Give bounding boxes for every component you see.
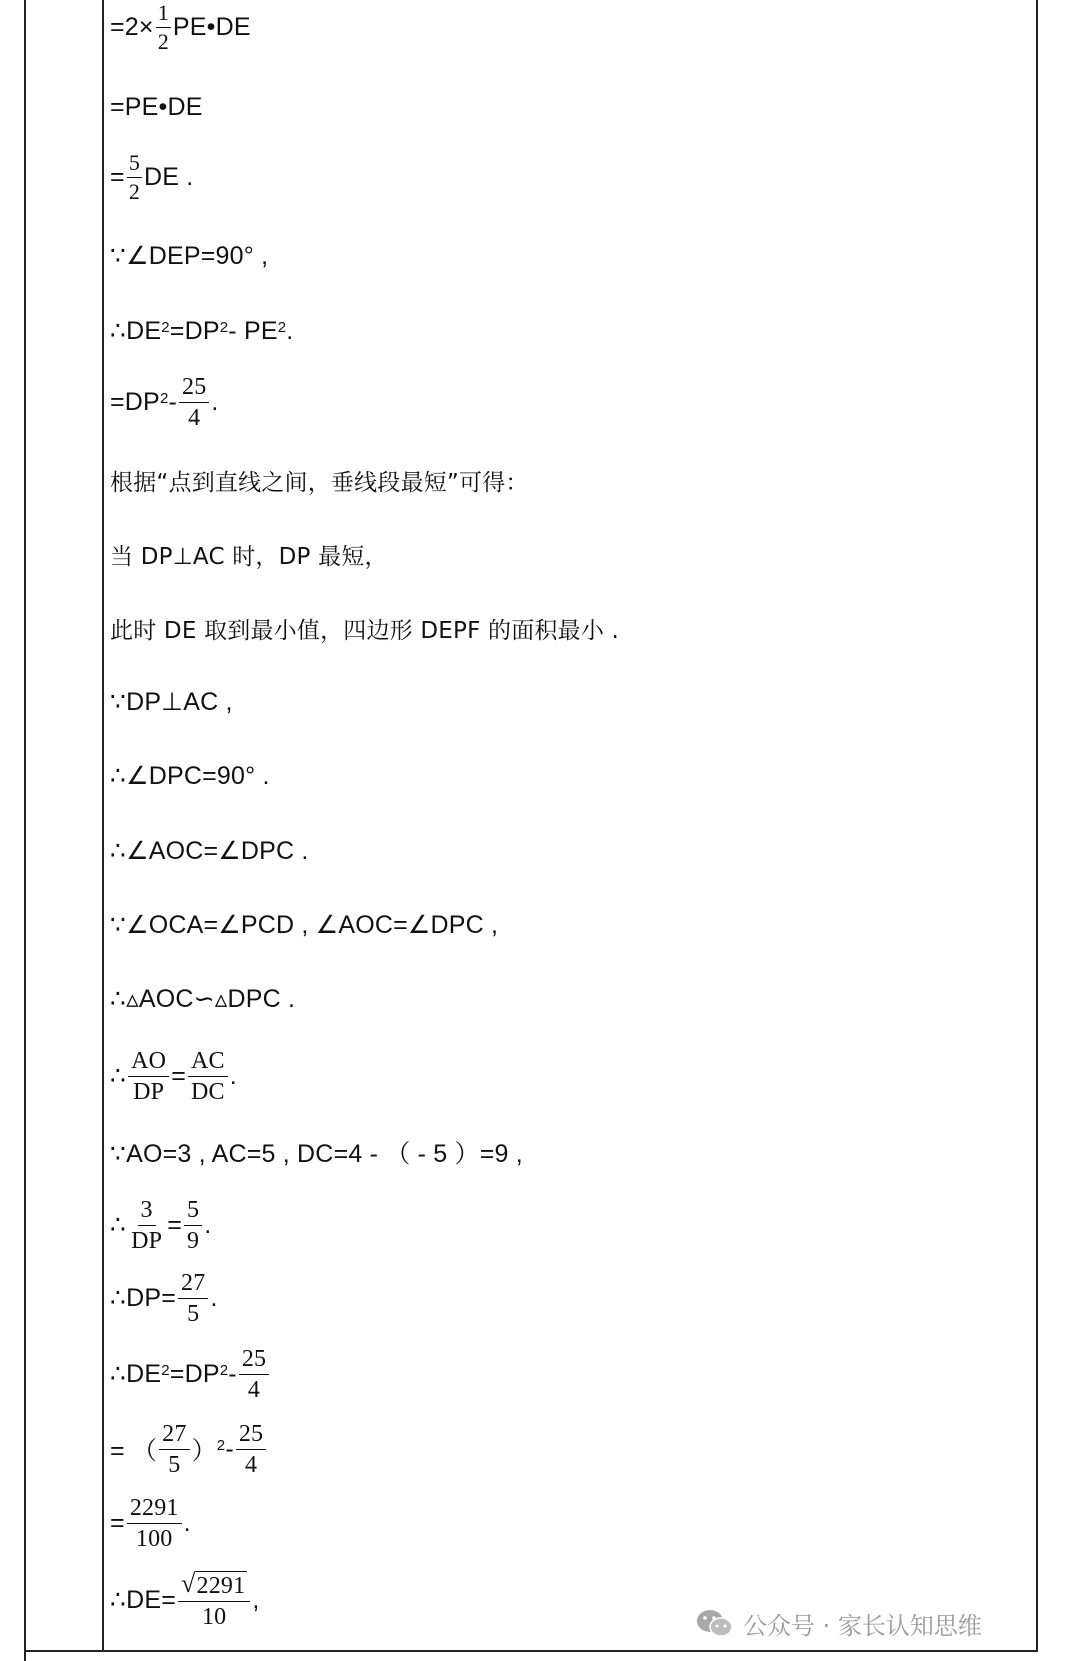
solution-line: ∴DP= $\frac{27}{5}$ .: [110, 1269, 218, 1327]
fraction: $\frac{25}{4}$: [179, 375, 209, 430]
solution-line: ∴DE= √ 2291 10 ,: [110, 1569, 260, 1630]
solution-line: ∴ $\frac{AO}{DP}$ = $\frac{AC}{DC}$ .: [110, 1047, 237, 1105]
solution-line: =DP $^2$ - $\frac{25}{4}$ .: [110, 373, 219, 431]
fraction: $\frac{5}{2}$: [128, 149, 141, 204]
solution-line: = $\frac{2291}{100}$ .: [110, 1494, 191, 1552]
fraction: $\frac{2291}{100}$: [127, 1496, 182, 1551]
solution-line: = （ $\frac{27}{5}$ ） $^2$ - $\frac{25}{4}$: [110, 1419, 268, 1479]
solution-line: =PE•DE: [110, 92, 203, 121]
fraction: $\frac{AO}{DP}$: [128, 1049, 169, 1104]
solution-line: ∵AO=3 , AC=5 , DC=4 - （ - 5 ）=9 ,: [110, 1140, 523, 1168]
fraction: $\frac{AC}{DC}$: [188, 1049, 228, 1104]
watermark: [695, 1606, 982, 1641]
solution-line: ∵∠OCA=∠PCD , ∠AOC=∠DPC ,: [110, 911, 499, 939]
fraction: $\frac{25}{4}$: [236, 1422, 266, 1477]
fraction: $\frac{25}{4}$: [239, 1347, 269, 1402]
watermark-text: 公众号 · 家长认知思维: [743, 1612, 982, 1640]
fraction: $\frac{27}{5}$: [178, 1271, 208, 1326]
solution-line: =2× $\frac{1}{2}$ PE•DE: [110, 0, 251, 54]
bottom-border: [24, 1650, 1038, 1652]
solution-line: ∴DE $^2$ =DP $^2$ - PE $^2$ .: [110, 316, 294, 345]
fraction: $\frac{27}{5}$: [159, 1422, 189, 1477]
square-root: √ 2291: [181, 1569, 246, 1599]
fraction: √ 2291 10: [178, 1571, 250, 1629]
solution-line: = $\frac{5}{2}$ DE .: [110, 149, 194, 204]
solution-line: ∵∠DEP=90° ,: [110, 242, 269, 270]
solution-line: ∴∠DPC=90° .: [110, 762, 270, 790]
solution-line: ∵DP⊥AC ,: [110, 688, 233, 716]
wechat-icon: [695, 1607, 735, 1641]
fraction: $\frac{1}{2}$: [157, 0, 169, 54]
solution-line: ∴ $\frac{3}{DP}$ = $\frac{5}{9}$ .: [110, 1196, 212, 1254]
fraction: $\frac{3}{DP}$: [131, 1196, 163, 1254]
left-outer-border: [24, 0, 26, 1661]
right-border: [1036, 0, 1038, 1652]
fraction: $\frac{5}{9}$: [184, 1198, 202, 1253]
solution-line: ∴∠AOC=∠DPC .: [110, 837, 309, 865]
solution-line: 此时 DE 取到最小值，四边形 DEPF 的面积最小 .: [110, 617, 620, 644]
solution-line: 根据“点到直线之间，垂线段最短”可得：: [110, 469, 529, 496]
solution-line: 当 DP⊥AC 时，DP 最短，: [110, 543, 388, 570]
solution-line: ∴▵AOC∽▵DPC .: [110, 985, 296, 1013]
solution-line: ∴DE $^2$ =DP $^2$ - $\frac{25}{4}$: [110, 1344, 271, 1404]
content-left-border: [102, 0, 104, 1652]
